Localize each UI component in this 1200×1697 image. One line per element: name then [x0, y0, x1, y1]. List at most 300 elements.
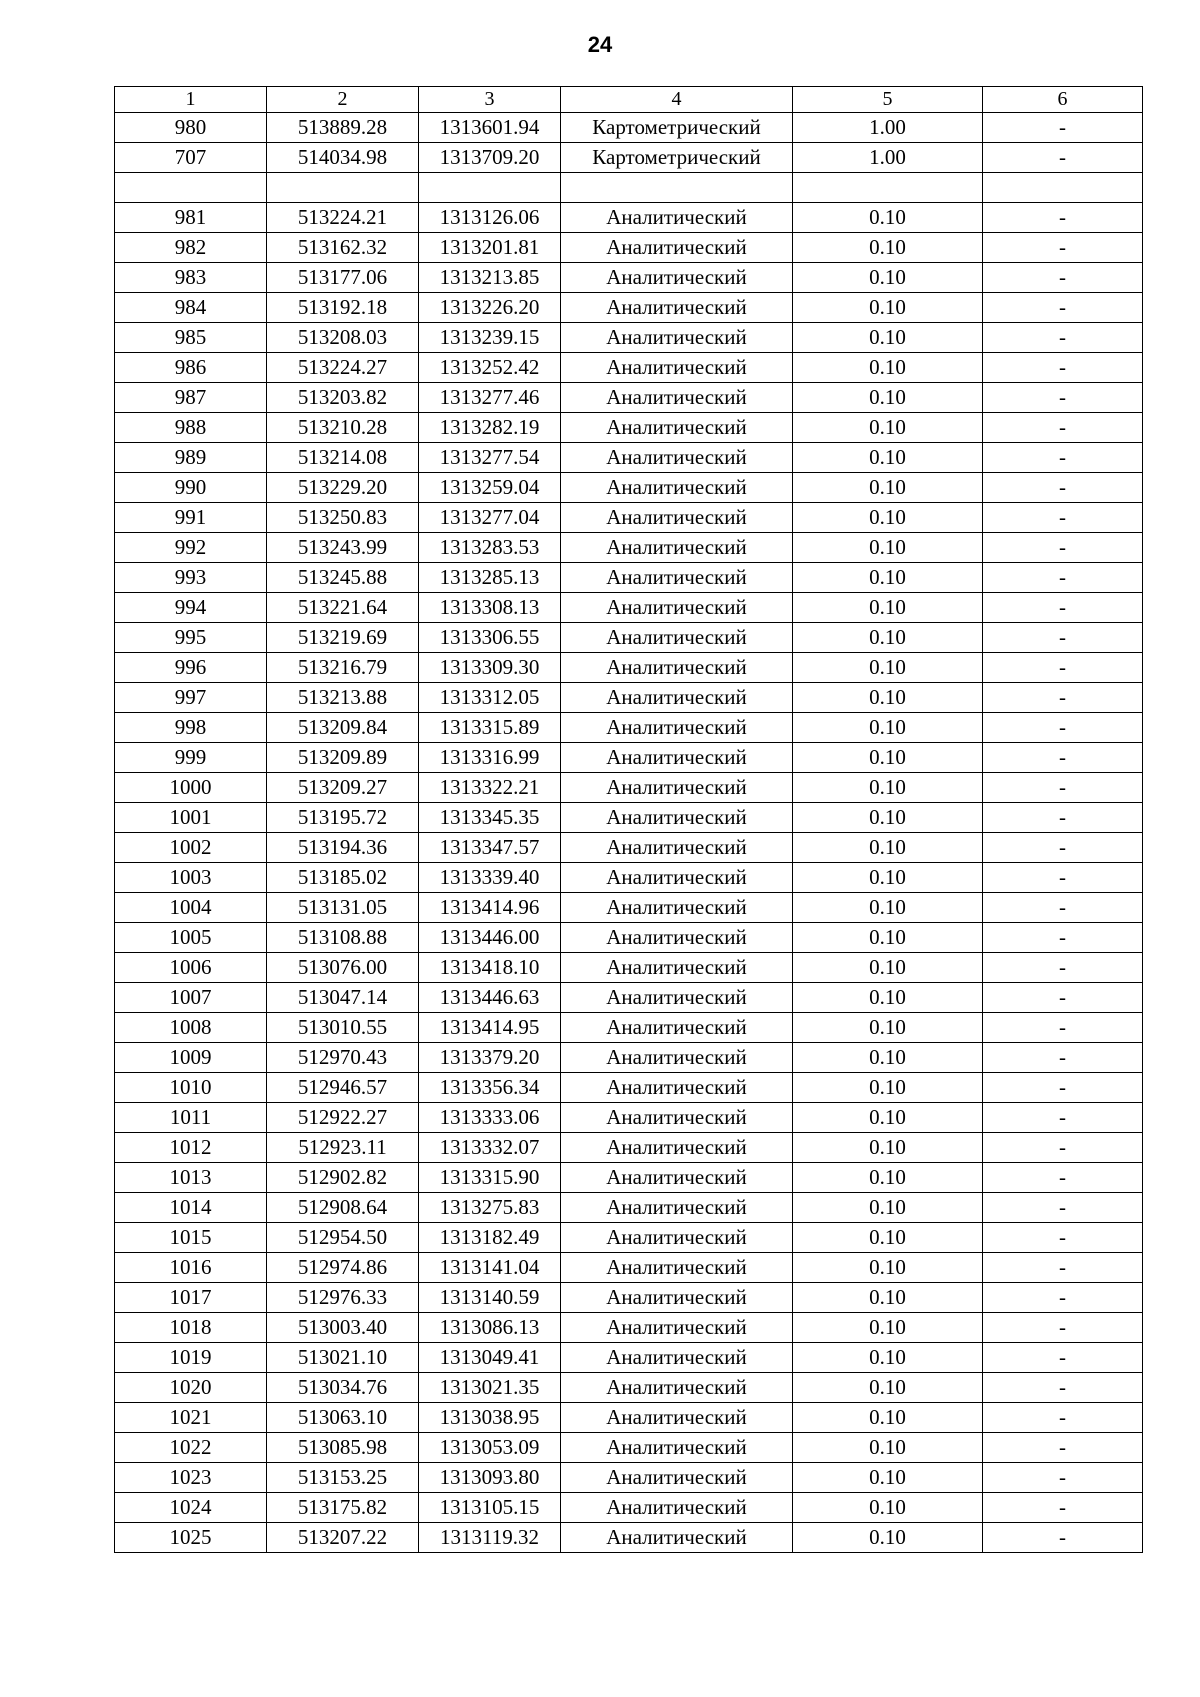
y-coordinate-cell: 1313333.06 [419, 1103, 561, 1133]
point-number-cell: 1008 [115, 1013, 267, 1043]
table-row [115, 1163, 1143, 1193]
method-cell: Аналитический [561, 473, 793, 503]
point-number-cell: 998 [115, 713, 267, 743]
accuracy-cell: 0.10 [793, 443, 983, 473]
y-coordinate-cell: 1313356.34 [419, 1073, 561, 1103]
accuracy-cell: 0.10 [793, 1013, 983, 1043]
point-number-cell: 1005 [115, 923, 267, 953]
accuracy-cell: 0.10 [793, 983, 983, 1013]
point-number-cell: 1016 [115, 1253, 267, 1283]
accuracy-cell: 0.10 [793, 1223, 983, 1253]
method-cell: Аналитический [561, 773, 793, 803]
y-coordinate-cell: 1313119.32 [419, 1523, 561, 1553]
method-cell: Аналитический [561, 1283, 793, 1313]
x-coordinate-cell: 513192.18 [267, 293, 419, 323]
y-coordinate-cell: 1313315.90 [419, 1163, 561, 1193]
note-cell: - [983, 833, 1143, 863]
method-cell: Аналитический [561, 1253, 793, 1283]
method-cell: Аналитический [561, 1493, 793, 1523]
note-cell: - [983, 533, 1143, 563]
accuracy-cell: 0.10 [793, 1433, 983, 1463]
x-coordinate-cell: 513208.03 [267, 323, 419, 353]
table-row [115, 1223, 1143, 1253]
accuracy-cell: 0.10 [793, 1103, 983, 1133]
table-row [115, 863, 1143, 893]
method-cell: Аналитический [561, 623, 793, 653]
x-coordinate-cell: 513076.00 [267, 953, 419, 983]
accuracy-cell: 0.10 [793, 1253, 983, 1283]
method-cell: Аналитический [561, 1043, 793, 1073]
method-cell: Аналитический [561, 833, 793, 863]
accuracy-cell: 0.10 [793, 923, 983, 953]
x-coordinate-cell: 513250.83 [267, 503, 419, 533]
method-cell: Аналитический [561, 743, 793, 773]
x-coordinate-cell: 512922.27 [267, 1103, 419, 1133]
table-row [115, 1043, 1143, 1073]
point-number-cell: 995 [115, 623, 267, 653]
accuracy-cell: 0.10 [793, 533, 983, 563]
x-coordinate-cell: 513108.88 [267, 923, 419, 953]
point-number-cell: 1001 [115, 803, 267, 833]
column-header: 5 [793, 87, 983, 113]
note-cell: - [983, 923, 1143, 953]
point-number-cell: 1010 [115, 1073, 267, 1103]
note-cell: - [983, 443, 1143, 473]
y-coordinate-cell: 1313141.04 [419, 1253, 561, 1283]
y-coordinate-cell: 1313277.54 [419, 443, 561, 473]
table-row [115, 503, 1143, 533]
note-cell: - [983, 323, 1143, 353]
x-coordinate-cell: 513131.05 [267, 893, 419, 923]
y-coordinate-cell: 1313226.20 [419, 293, 561, 323]
x-coordinate-cell: 513209.27 [267, 773, 419, 803]
note-cell: - [983, 263, 1143, 293]
table-row [115, 1343, 1143, 1373]
table-row [115, 1103, 1143, 1133]
accuracy-cell: 0.10 [793, 1343, 983, 1373]
note-cell: - [983, 233, 1143, 263]
y-coordinate-cell: 1313347.57 [419, 833, 561, 863]
table-row [115, 1523, 1143, 1553]
y-coordinate-cell: 1313285.13 [419, 563, 561, 593]
point-number-cell: 1025 [115, 1523, 267, 1553]
note-cell: - [983, 743, 1143, 773]
table-row [115, 1313, 1143, 1343]
note-cell: - [983, 803, 1143, 833]
accuracy-cell: 0.10 [793, 1283, 983, 1313]
y-coordinate-cell: 1313306.55 [419, 623, 561, 653]
x-coordinate-cell: 513085.98 [267, 1433, 419, 1463]
table-row [115, 953, 1143, 983]
x-coordinate-cell: 512954.50 [267, 1223, 419, 1253]
x-coordinate-cell [267, 173, 419, 203]
point-number-cell [115, 173, 267, 203]
point-number-cell: 1006 [115, 953, 267, 983]
point-number-cell: 1003 [115, 863, 267, 893]
point-number-cell: 981 [115, 203, 267, 233]
accuracy-cell: 0.10 [793, 593, 983, 623]
note-cell: - [983, 1343, 1143, 1373]
x-coordinate-cell: 513243.99 [267, 533, 419, 563]
method-cell: Аналитический [561, 683, 793, 713]
x-coordinate-cell: 513219.69 [267, 623, 419, 653]
point-number-cell: 1007 [115, 983, 267, 1013]
y-coordinate-cell: 1313345.35 [419, 803, 561, 833]
point-number-cell: 1011 [115, 1103, 267, 1133]
x-coordinate-cell: 513153.25 [267, 1463, 419, 1493]
method-cell: Аналитический [561, 383, 793, 413]
x-coordinate-cell: 512976.33 [267, 1283, 419, 1313]
point-number-cell: 987 [115, 383, 267, 413]
point-number-cell: 1024 [115, 1493, 267, 1523]
note-cell: - [983, 713, 1143, 743]
accuracy-cell: 0.10 [793, 1193, 983, 1223]
table-row [115, 1193, 1143, 1223]
accuracy-cell: 0.10 [793, 1073, 983, 1103]
x-coordinate-cell: 513889.28 [267, 113, 419, 143]
point-number-cell: 984 [115, 293, 267, 323]
table-spacer-row [115, 173, 1143, 203]
x-coordinate-cell: 513224.21 [267, 203, 419, 233]
method-cell: Аналитический [561, 263, 793, 293]
x-coordinate-cell: 513047.14 [267, 983, 419, 1013]
note-cell: - [983, 653, 1143, 683]
table-row [115, 1403, 1143, 1433]
accuracy-cell: 0.10 [793, 953, 983, 983]
y-coordinate-cell: 1313709.20 [419, 143, 561, 173]
table-row [115, 983, 1143, 1013]
accuracy-cell: 0.10 [793, 773, 983, 803]
method-cell: Аналитический [561, 893, 793, 923]
table-row [115, 263, 1143, 293]
note-cell: - [983, 1223, 1143, 1253]
note-cell: - [983, 1433, 1143, 1463]
method-cell: Аналитический [561, 1163, 793, 1193]
table-row [115, 1493, 1143, 1523]
point-number-cell: 1009 [115, 1043, 267, 1073]
table-row [115, 1133, 1143, 1163]
note-cell: - [983, 1253, 1143, 1283]
note-cell: - [983, 1523, 1143, 1553]
note-cell [983, 173, 1143, 203]
method-cell: Аналитический [561, 233, 793, 263]
table-row [115, 473, 1143, 503]
point-number-cell: 1020 [115, 1373, 267, 1403]
table-row [115, 233, 1143, 263]
accuracy-cell: 0.10 [793, 263, 983, 293]
table-body [115, 87, 1143, 1553]
table-row [115, 653, 1143, 683]
y-coordinate-cell: 1313105.15 [419, 1493, 561, 1523]
point-number-cell: 1022 [115, 1433, 267, 1463]
table-row [115, 533, 1143, 563]
x-coordinate-cell: 513195.72 [267, 803, 419, 833]
point-number-cell: 1014 [115, 1193, 267, 1223]
y-coordinate-cell: 1313446.63 [419, 983, 561, 1013]
table-row [115, 833, 1143, 863]
point-number-cell: 992 [115, 533, 267, 563]
y-coordinate-cell: 1313259.04 [419, 473, 561, 503]
y-coordinate-cell: 1313252.42 [419, 353, 561, 383]
y-coordinate-cell: 1313275.83 [419, 1193, 561, 1223]
x-coordinate-cell: 514034.98 [267, 143, 419, 173]
y-coordinate-cell [419, 173, 561, 203]
table-row [115, 893, 1143, 923]
accuracy-cell: 1.00 [793, 113, 983, 143]
point-number-cell: 993 [115, 563, 267, 593]
point-number-cell: 1023 [115, 1463, 267, 1493]
x-coordinate-cell: 513175.82 [267, 1493, 419, 1523]
point-number-cell: 1012 [115, 1133, 267, 1163]
y-coordinate-cell: 1313049.41 [419, 1343, 561, 1373]
accuracy-cell: 0.10 [793, 293, 983, 323]
table-row [115, 1433, 1143, 1463]
y-coordinate-cell: 1313126.06 [419, 203, 561, 233]
y-coordinate-cell: 1313021.35 [419, 1373, 561, 1403]
point-number-cell: 1002 [115, 833, 267, 863]
table-row [115, 383, 1143, 413]
note-cell: - [983, 1463, 1143, 1493]
method-cell: Аналитический [561, 203, 793, 233]
note-cell: - [983, 563, 1143, 593]
accuracy-cell: 0.10 [793, 203, 983, 233]
y-coordinate-cell: 1313201.81 [419, 233, 561, 263]
y-coordinate-cell: 1313308.13 [419, 593, 561, 623]
x-coordinate-cell: 513194.36 [267, 833, 419, 863]
x-coordinate-cell: 513003.40 [267, 1313, 419, 1343]
accuracy-cell: 0.10 [793, 503, 983, 533]
accuracy-cell: 0.10 [793, 833, 983, 863]
point-number-cell: 989 [115, 443, 267, 473]
point-number-cell: 994 [115, 593, 267, 623]
table-row [115, 803, 1143, 833]
method-cell: Аналитический [561, 953, 793, 983]
y-coordinate-cell: 1313601.94 [419, 113, 561, 143]
method-cell: Аналитический [561, 1343, 793, 1373]
x-coordinate-cell: 513216.79 [267, 653, 419, 683]
method-cell: Аналитический [561, 563, 793, 593]
x-coordinate-cell: 513209.84 [267, 713, 419, 743]
method-cell: Картометрический [561, 113, 793, 143]
note-cell: - [983, 1073, 1143, 1103]
point-number-cell: 1017 [115, 1283, 267, 1313]
method-cell: Аналитический [561, 323, 793, 353]
method-cell: Аналитический [561, 293, 793, 323]
method-cell: Аналитический [561, 1073, 793, 1103]
x-coordinate-cell: 512908.64 [267, 1193, 419, 1223]
accuracy-cell: 1.00 [793, 143, 983, 173]
note-cell: - [983, 1403, 1143, 1433]
note-cell: - [983, 1163, 1143, 1193]
y-coordinate-cell: 1313414.95 [419, 1013, 561, 1043]
point-number-cell: 1021 [115, 1403, 267, 1433]
x-coordinate-cell: 513185.02 [267, 863, 419, 893]
y-coordinate-cell: 1313140.59 [419, 1283, 561, 1313]
method-cell: Аналитический [561, 413, 793, 443]
method-cell [561, 173, 793, 203]
table-row [115, 1073, 1143, 1103]
accuracy-cell: 0.10 [793, 743, 983, 773]
note-cell: - [983, 383, 1143, 413]
x-coordinate-cell: 512902.82 [267, 1163, 419, 1193]
method-cell: Аналитический [561, 1463, 793, 1493]
method-cell: Аналитический [561, 983, 793, 1013]
point-number-cell: 1018 [115, 1313, 267, 1343]
method-cell: Аналитический [561, 803, 793, 833]
accuracy-cell: 0.10 [793, 473, 983, 503]
y-coordinate-cell: 1313038.95 [419, 1403, 561, 1433]
method-cell: Аналитический [561, 593, 793, 623]
method-cell: Аналитический [561, 1373, 793, 1403]
accuracy-cell: 0.10 [793, 1523, 983, 1553]
x-coordinate-cell: 512974.86 [267, 1253, 419, 1283]
table-row [115, 773, 1143, 803]
column-header: 4 [561, 87, 793, 113]
column-header: 3 [419, 87, 561, 113]
y-coordinate-cell: 1313414.96 [419, 893, 561, 923]
y-coordinate-cell: 1313213.85 [419, 263, 561, 293]
accuracy-cell: 0.10 [793, 1493, 983, 1523]
method-cell: Аналитический [561, 1013, 793, 1043]
table-row [115, 1463, 1143, 1493]
note-cell: - [983, 143, 1143, 173]
y-coordinate-cell: 1313277.04 [419, 503, 561, 533]
table-row [115, 1013, 1143, 1043]
table-row [115, 443, 1143, 473]
note-cell: - [983, 1013, 1143, 1043]
y-coordinate-cell: 1313418.10 [419, 953, 561, 983]
method-cell: Картометрический [561, 143, 793, 173]
table-row [115, 683, 1143, 713]
method-cell: Аналитический [561, 1433, 793, 1463]
table-row [115, 563, 1143, 593]
table-row [115, 203, 1143, 233]
table-row [115, 413, 1143, 443]
note-cell: - [983, 1283, 1143, 1313]
note-cell: - [983, 773, 1143, 803]
table-row [115, 323, 1143, 353]
y-coordinate-cell: 1313316.99 [419, 743, 561, 773]
table-row [115, 1373, 1143, 1403]
point-number-cell: 997 [115, 683, 267, 713]
note-cell: - [983, 413, 1143, 443]
point-number-cell: 982 [115, 233, 267, 263]
x-coordinate-cell: 512946.57 [267, 1073, 419, 1103]
point-number-cell: 990 [115, 473, 267, 503]
y-coordinate-cell: 1313282.19 [419, 413, 561, 443]
accuracy-cell: 0.10 [793, 1043, 983, 1073]
table-row [115, 113, 1143, 143]
accuracy-cell: 0.10 [793, 713, 983, 743]
point-number-cell: 999 [115, 743, 267, 773]
note-cell: - [983, 893, 1143, 923]
note-cell: - [983, 1493, 1143, 1523]
method-cell: Аналитический [561, 503, 793, 533]
table-row [115, 1253, 1143, 1283]
accuracy-cell: 0.10 [793, 353, 983, 383]
x-coordinate-cell: 513221.64 [267, 593, 419, 623]
note-cell: - [983, 293, 1143, 323]
method-cell: Аналитический [561, 353, 793, 383]
accuracy-cell: 0.10 [793, 323, 983, 353]
method-cell: Аналитический [561, 1313, 793, 1343]
point-number-cell: 988 [115, 413, 267, 443]
column-header: 1 [115, 87, 267, 113]
note-cell: - [983, 1103, 1143, 1133]
x-coordinate-cell: 512923.11 [267, 1133, 419, 1163]
x-coordinate-cell: 512970.43 [267, 1043, 419, 1073]
table-row [115, 923, 1143, 953]
x-coordinate-cell: 513177.06 [267, 263, 419, 293]
point-number-cell: 986 [115, 353, 267, 383]
method-cell: Аналитический [561, 923, 793, 953]
method-cell: Аналитический [561, 653, 793, 683]
y-coordinate-cell: 1313332.07 [419, 1133, 561, 1163]
x-coordinate-cell: 513207.22 [267, 1523, 419, 1553]
y-coordinate-cell: 1313093.80 [419, 1463, 561, 1493]
y-coordinate-cell: 1313446.00 [419, 923, 561, 953]
point-number-cell: 1000 [115, 773, 267, 803]
point-number-cell: 1004 [115, 893, 267, 923]
x-coordinate-cell: 513245.88 [267, 563, 419, 593]
accuracy-cell: 0.10 [793, 383, 983, 413]
accuracy-cell: 0.10 [793, 1313, 983, 1343]
accuracy-cell: 0.10 [793, 1463, 983, 1493]
method-cell: Аналитический [561, 1103, 793, 1133]
note-cell: - [983, 983, 1143, 1013]
accuracy-cell: 0.10 [793, 413, 983, 443]
note-cell: - [983, 353, 1143, 383]
note-cell: - [983, 863, 1143, 893]
x-coordinate-cell: 513209.89 [267, 743, 419, 773]
method-cell: Аналитический [561, 713, 793, 743]
column-header: 2 [267, 87, 419, 113]
x-coordinate-cell: 513021.10 [267, 1343, 419, 1373]
accuracy-cell: 0.10 [793, 623, 983, 653]
table-row [115, 143, 1143, 173]
note-cell: - [983, 1043, 1143, 1073]
note-cell: - [983, 203, 1143, 233]
y-coordinate-cell: 1313309.30 [419, 653, 561, 683]
accuracy-cell: 0.10 [793, 233, 983, 263]
table-row [115, 623, 1143, 653]
accuracy-cell: 0.10 [793, 803, 983, 833]
accuracy-cell: 0.10 [793, 1133, 983, 1163]
y-coordinate-cell: 1313277.46 [419, 383, 561, 413]
y-coordinate-cell: 1313312.05 [419, 683, 561, 713]
note-cell: - [983, 683, 1143, 713]
x-coordinate-cell: 513224.27 [267, 353, 419, 383]
x-coordinate-cell: 513213.88 [267, 683, 419, 713]
coordinates-table [114, 86, 1143, 1553]
note-cell: - [983, 953, 1143, 983]
y-coordinate-cell: 1313283.53 [419, 533, 561, 563]
column-header: 6 [983, 87, 1143, 113]
note-cell: - [983, 1373, 1143, 1403]
y-coordinate-cell: 1313086.13 [419, 1313, 561, 1343]
point-number-cell: 1013 [115, 1163, 267, 1193]
method-cell: Аналитический [561, 1193, 793, 1223]
point-number-cell: 1015 [115, 1223, 267, 1253]
x-coordinate-cell: 513010.55 [267, 1013, 419, 1043]
x-coordinate-cell: 513063.10 [267, 1403, 419, 1433]
accuracy-cell [793, 173, 983, 203]
x-coordinate-cell: 513203.82 [267, 383, 419, 413]
point-number-cell: 983 [115, 263, 267, 293]
table-row [115, 713, 1143, 743]
point-number-cell: 1019 [115, 1343, 267, 1373]
method-cell: Аналитический [561, 443, 793, 473]
